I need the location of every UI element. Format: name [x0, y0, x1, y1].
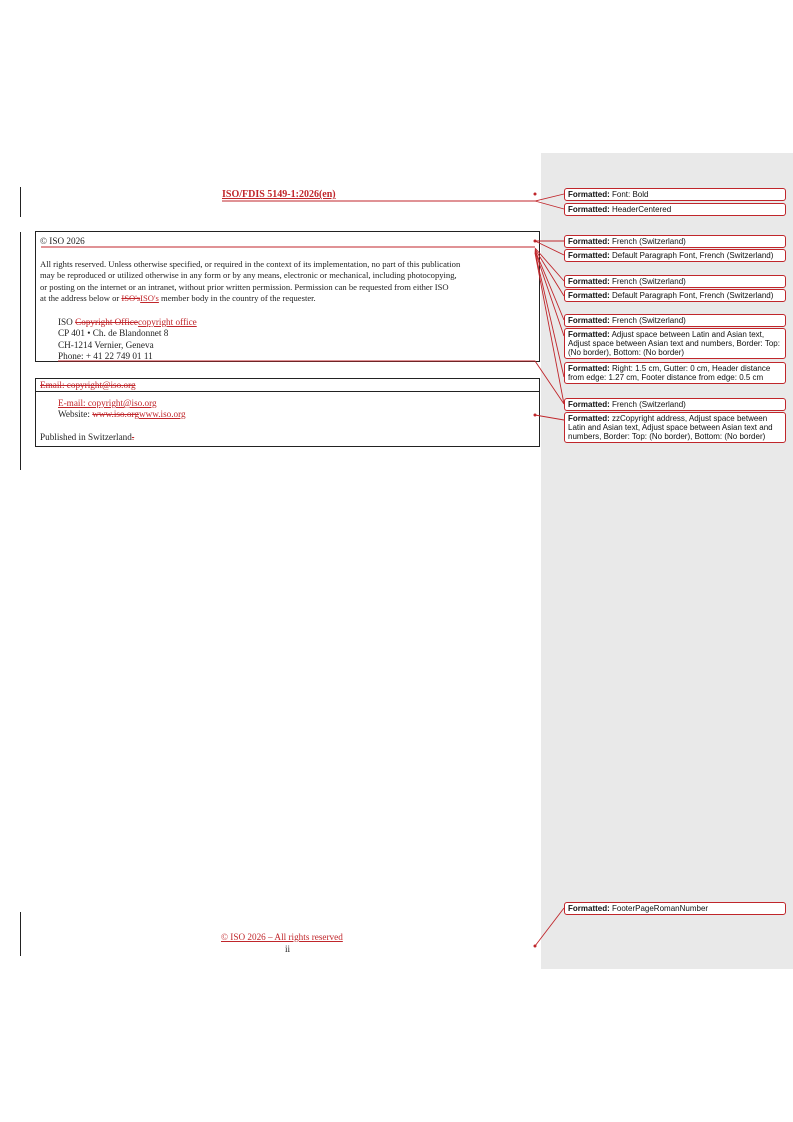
revision-marker	[534, 240, 537, 243]
address-line-3: CH-1214 Vernier, Geneva	[58, 340, 154, 350]
comment-label: Formatted:	[568, 205, 610, 214]
formatting-comment[interactable]	[564, 188, 786, 201]
rights-paragraph-line: All rights reserved. Unless otherwise specified, or required in the context of its implementation, no part of this publication	[40, 259, 461, 269]
comment-label: Formatted:	[568, 414, 610, 423]
copyright-line: © ISO 2026	[40, 236, 85, 246]
comment-text: French (Switzerland)	[609, 316, 686, 325]
comment-text: HeaderCentered	[609, 205, 672, 214]
formatting-comment[interactable]	[564, 249, 786, 262]
formatting-comment[interactable]	[564, 314, 786, 327]
revision-marker	[534, 193, 537, 196]
address-phone: Phone: + 41 22 749 01 11	[58, 351, 153, 361]
formatting-comment[interactable]	[564, 328, 786, 359]
formatting-comment[interactable]	[564, 203, 786, 216]
header-title: ISO/FDIS 5149-1:2026(en)	[222, 189, 336, 200]
revision-marker	[534, 414, 537, 417]
comment-text: zzCopyright address, Adjust space between Latin and Asian text, Adjust space between Asian text and numbers, Border: Top: (No border), Bottom: (No border)	[568, 414, 773, 441]
comment-label: Formatted:	[568, 364, 610, 373]
footer-copyright: © ISO 2026 – All rights reserved	[221, 932, 343, 942]
formatting-comment[interactable]	[564, 289, 786, 302]
comment-text: Default Paragraph Font, French (Switzerland)	[609, 251, 774, 260]
deleted-text: ISO's	[121, 293, 141, 303]
comment-text: Right: 1.5 cm, Gutter: 0 cm, Header distance from edge: 1.27 cm, Footer distance from edge: 0.5 cm	[568, 364, 771, 382]
formatting-comment[interactable]	[564, 412, 786, 443]
formatting-comment[interactable]	[564, 235, 786, 248]
comment-text: Adjust space between Latin and Asian text, Adjust space between Asian text and numbers, Border: Top: (No border), Bottom: (No border)	[568, 330, 780, 357]
footer-page-number: ii	[285, 944, 291, 954]
formatting-comment[interactable]	[564, 398, 786, 411]
inserted-text: ISO's	[140, 293, 159, 303]
deleted-text: Copyright Office	[75, 317, 138, 327]
inserted-text: copyright office	[137, 317, 197, 327]
comment-text: Default Paragraph Font, French (Switzerland)	[609, 291, 774, 300]
rights-text-end: member body in the country of the requester.	[158, 293, 316, 303]
rights-paragraph-line: or posting on the internet or an intranet, without prior written permission. Permission can be requested from either ISO	[40, 282, 449, 292]
comment-label: Formatted:	[568, 904, 610, 913]
formatting-comment[interactable]	[564, 902, 786, 915]
deleted-text: .	[131, 432, 135, 442]
rights-paragraph-line: may be reproduced or utilized otherwise in any form or by any means, electronic or mechanical, including photocopying,	[40, 270, 457, 280]
comment-text: French (Switzerland)	[609, 400, 686, 409]
published-text: Published in Switzerland	[40, 432, 132, 442]
comment-label: Formatted:	[568, 277, 610, 286]
website-label: Website:	[58, 409, 93, 419]
comment-text: FooterPageRomanNumber	[609, 904, 709, 913]
comment-text: Font: Bold	[609, 190, 649, 199]
comment-label: Formatted:	[568, 291, 610, 300]
comment-label: Formatted:	[568, 190, 610, 199]
comment-label: Formatted:	[568, 251, 610, 260]
comment-text: French (Switzerland)	[609, 277, 686, 286]
deleted-text: www.iso.org	[92, 409, 139, 419]
comment-label: Formatted:	[568, 400, 610, 409]
rights-text-start: at the address below or	[40, 293, 122, 303]
inserted-text: www.iso.org	[138, 409, 186, 419]
email-inserted: E-mail: copyright@iso.org	[58, 398, 157, 408]
comment-label: Formatted:	[568, 330, 610, 339]
formatting-comment[interactable]	[564, 275, 786, 288]
formatting-comment[interactable]	[564, 362, 786, 384]
comment-label: Formatted:	[568, 237, 610, 246]
email-deleted: Email: copyright@iso.org	[40, 380, 136, 390]
address-iso: ISO	[58, 317, 76, 327]
comment-label: Formatted:	[568, 316, 610, 325]
revision-marker	[534, 945, 537, 948]
address-line-2: CP 401 • Ch. de Blandonnet 8	[58, 328, 169, 338]
comment-text: French (Switzerland)	[609, 237, 686, 246]
